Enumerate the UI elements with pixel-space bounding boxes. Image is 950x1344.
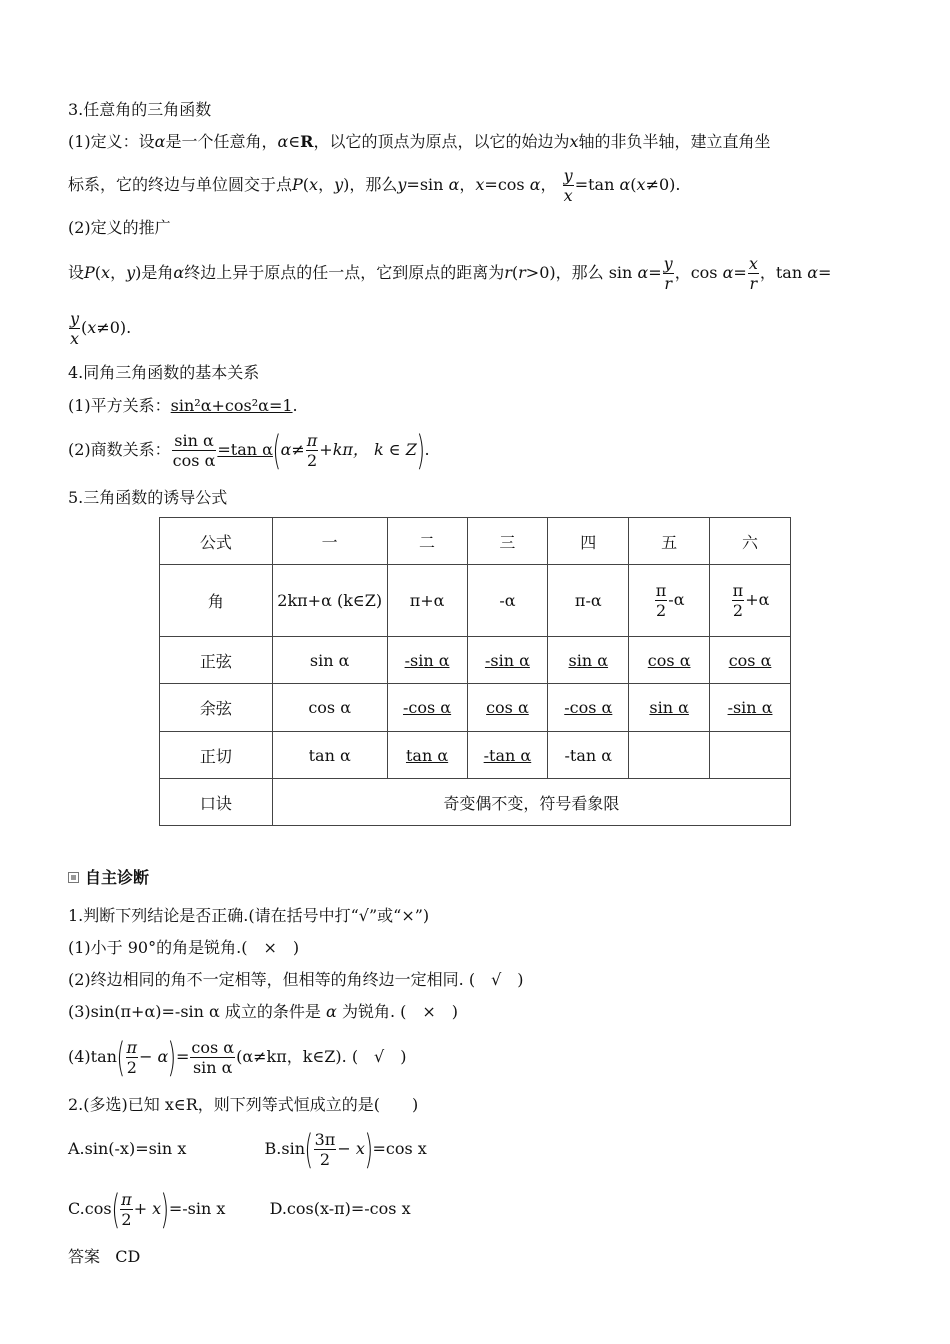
table-row-sine (160, 637, 791, 684)
table-row-label: 角 (160, 565, 273, 637)
table-row-angle (160, 565, 791, 637)
table-cell (710, 732, 791, 779)
question-2-options-ab (68, 1125, 427, 1173)
table-header-cell: 一 (272, 518, 387, 565)
table-cell (629, 732, 710, 779)
right-paren: ) (416, 427, 425, 474)
table-header-cell: 三 (467, 518, 548, 565)
section-3-title: 3.任意角的三角函数 (68, 100, 212, 119)
section-5-title: 5.三角函数的诱导公式 (68, 488, 228, 507)
table-cell: sin α (272, 637, 387, 684)
table-cell: -cos α (548, 684, 629, 732)
table-cell: -sin α (710, 684, 791, 732)
table-cell: -α (467, 565, 548, 637)
table-row-tangent (160, 732, 791, 779)
fraction-x-over-r: $\frac{x}{r}$ (748, 254, 758, 293)
table-header-cell: 五 (629, 518, 710, 565)
option-b: B.sin( $\frac{3\pi}{2}$ − x)=cos x (264, 1126, 427, 1173)
answer-label: 答案 (68, 1247, 101, 1266)
question-2: 2.(多选)已知 x∈R，则下列等式恒成立的是( ) (68, 1095, 419, 1114)
question-1: 1.判断下列结论是否正确.(请在括号中打“√”或“×”) (68, 906, 430, 925)
table-row-mnemonic (160, 779, 791, 826)
section-4-title: 4.同角三角函数的基本关系 (68, 363, 260, 382)
generalization-line-2: $\frac{y}{x}$ (x≠0). (70, 309, 132, 348)
table-cell: π-α (548, 565, 629, 637)
question-2-options-cd (68, 1185, 411, 1233)
fraction-pi-over-2: $\frac{\pi}{2}$ (306, 431, 318, 470)
option-c: C.cos( $\frac{\pi}{2}$ + x)=-sin x (68, 1186, 226, 1233)
fraction-y-over-x: $\frac{y}{x}$ (563, 166, 573, 205)
square-relation-formula: sin²α+cos²α=1 (170, 396, 293, 415)
table-cell: cos α (629, 637, 710, 684)
generalization-line-1: 设P(x，y)是角α终边上异于原点的任一点，它到原点的距离为r(r>0)，那么 sin α= $\frac{y}{r}$ ，cos α= $\frac{x}{r}$ ，tan α= (68, 254, 832, 293)
table-cell: sin α (548, 637, 629, 684)
option-d: D.cos(x-π)=-cos x (269, 1199, 411, 1218)
table-cell: sin α (629, 684, 710, 732)
table-cell: 2kπ+α (k∈Z) (272, 565, 387, 637)
self-diagnosis-heading: 自主诊断 (68, 865, 149, 888)
table-cell: $\frac{\pi}{2}$ +α (710, 565, 791, 637)
left-paren: ( (272, 427, 282, 474)
square-icon (68, 872, 79, 883)
table-cell: -tan α (467, 732, 548, 779)
table-cell: π+α (387, 565, 467, 637)
question-1-item-4: (4)tan( $\frac{\pi}{2}$ − α)= $\frac{\text{cos α}}{\text{sin α}}$ (α≠kπ，k∈Z). ( √ ) (68, 1034, 407, 1081)
fraction-y-over-x-2: $\frac{y}{x}$ (70, 309, 80, 348)
definition-line-1: (1)定义：设α是一个任意角，α∈R，以它的顶点为原点，以它的始边为x轴的非负半轴，建立直角坐 (68, 132, 771, 151)
fraction-sin-over-cos: $\frac{\text{sin α}}{\text{cos α}}$ (172, 431, 216, 470)
table-row-cosine (160, 684, 791, 732)
table-cell: -cos α (387, 684, 467, 732)
question-1-item-1: (1)小于 90°的角是锐角.( × ) (68, 938, 300, 957)
table-header-cell: 公式 (160, 518, 273, 565)
table-cell: cos α (272, 684, 387, 732)
table-header-cell: 四 (548, 518, 629, 565)
answer-value: CD (115, 1247, 141, 1266)
option-a: A.sin(-x)=sin x (68, 1139, 187, 1158)
table-cell: $\frac{\pi}{2}$ -α (629, 565, 710, 637)
question-1-item-3: (3)sin(π+α)=-sin α 成立的条件是 α 为锐角. ( × ) (68, 1002, 459, 1021)
table-row-label: 正弦 (160, 637, 273, 684)
table-header-cell: 六 (710, 518, 791, 565)
quotient-relation: (2)商数关系： $\frac{\text{sin α}}{\text{cos α}}$ =tan α(α≠ $\frac{\pi}{2}$ +kπ， k ∈ Z). (68, 427, 430, 474)
table-cell: -sin α (467, 637, 548, 684)
table-cell: tan α (272, 732, 387, 779)
table-cell: tan α (387, 732, 467, 779)
square-relation: (1)平方关系：sin²α+cos²α=1. (68, 396, 298, 415)
question-1-item-2: (2)终边相同的角不一定相等，但相等的角终边一定相同. ( √ ) (68, 970, 524, 989)
table-row-label: 口诀 (160, 779, 273, 826)
table-cell: cos α (467, 684, 548, 732)
table-row-label: 正切 (160, 732, 273, 779)
induction-formula-table (159, 517, 791, 826)
table-cell: -tan α (548, 732, 629, 779)
table-cell: cos α (710, 637, 791, 684)
definition-line-2: 标系，它的终边与单位圆交于点P(x，y)，那么y=sin α，x=cos α， $\frac{y}{x}$ =tan α(x≠0). (68, 166, 681, 205)
table-header-cell: 二 (387, 518, 467, 565)
mnemonic-cell: 奇变偶不变，符号看象限 (272, 779, 790, 826)
generalization-title: (2)定义的推广 (68, 218, 171, 237)
table-header-row (160, 518, 791, 565)
fraction-y-over-r: $\frac{y}{r}$ (663, 254, 673, 293)
table-cell: -sin α (387, 637, 467, 684)
answer-line (68, 1246, 140, 1268)
table-row-label: 余弦 (160, 684, 273, 732)
